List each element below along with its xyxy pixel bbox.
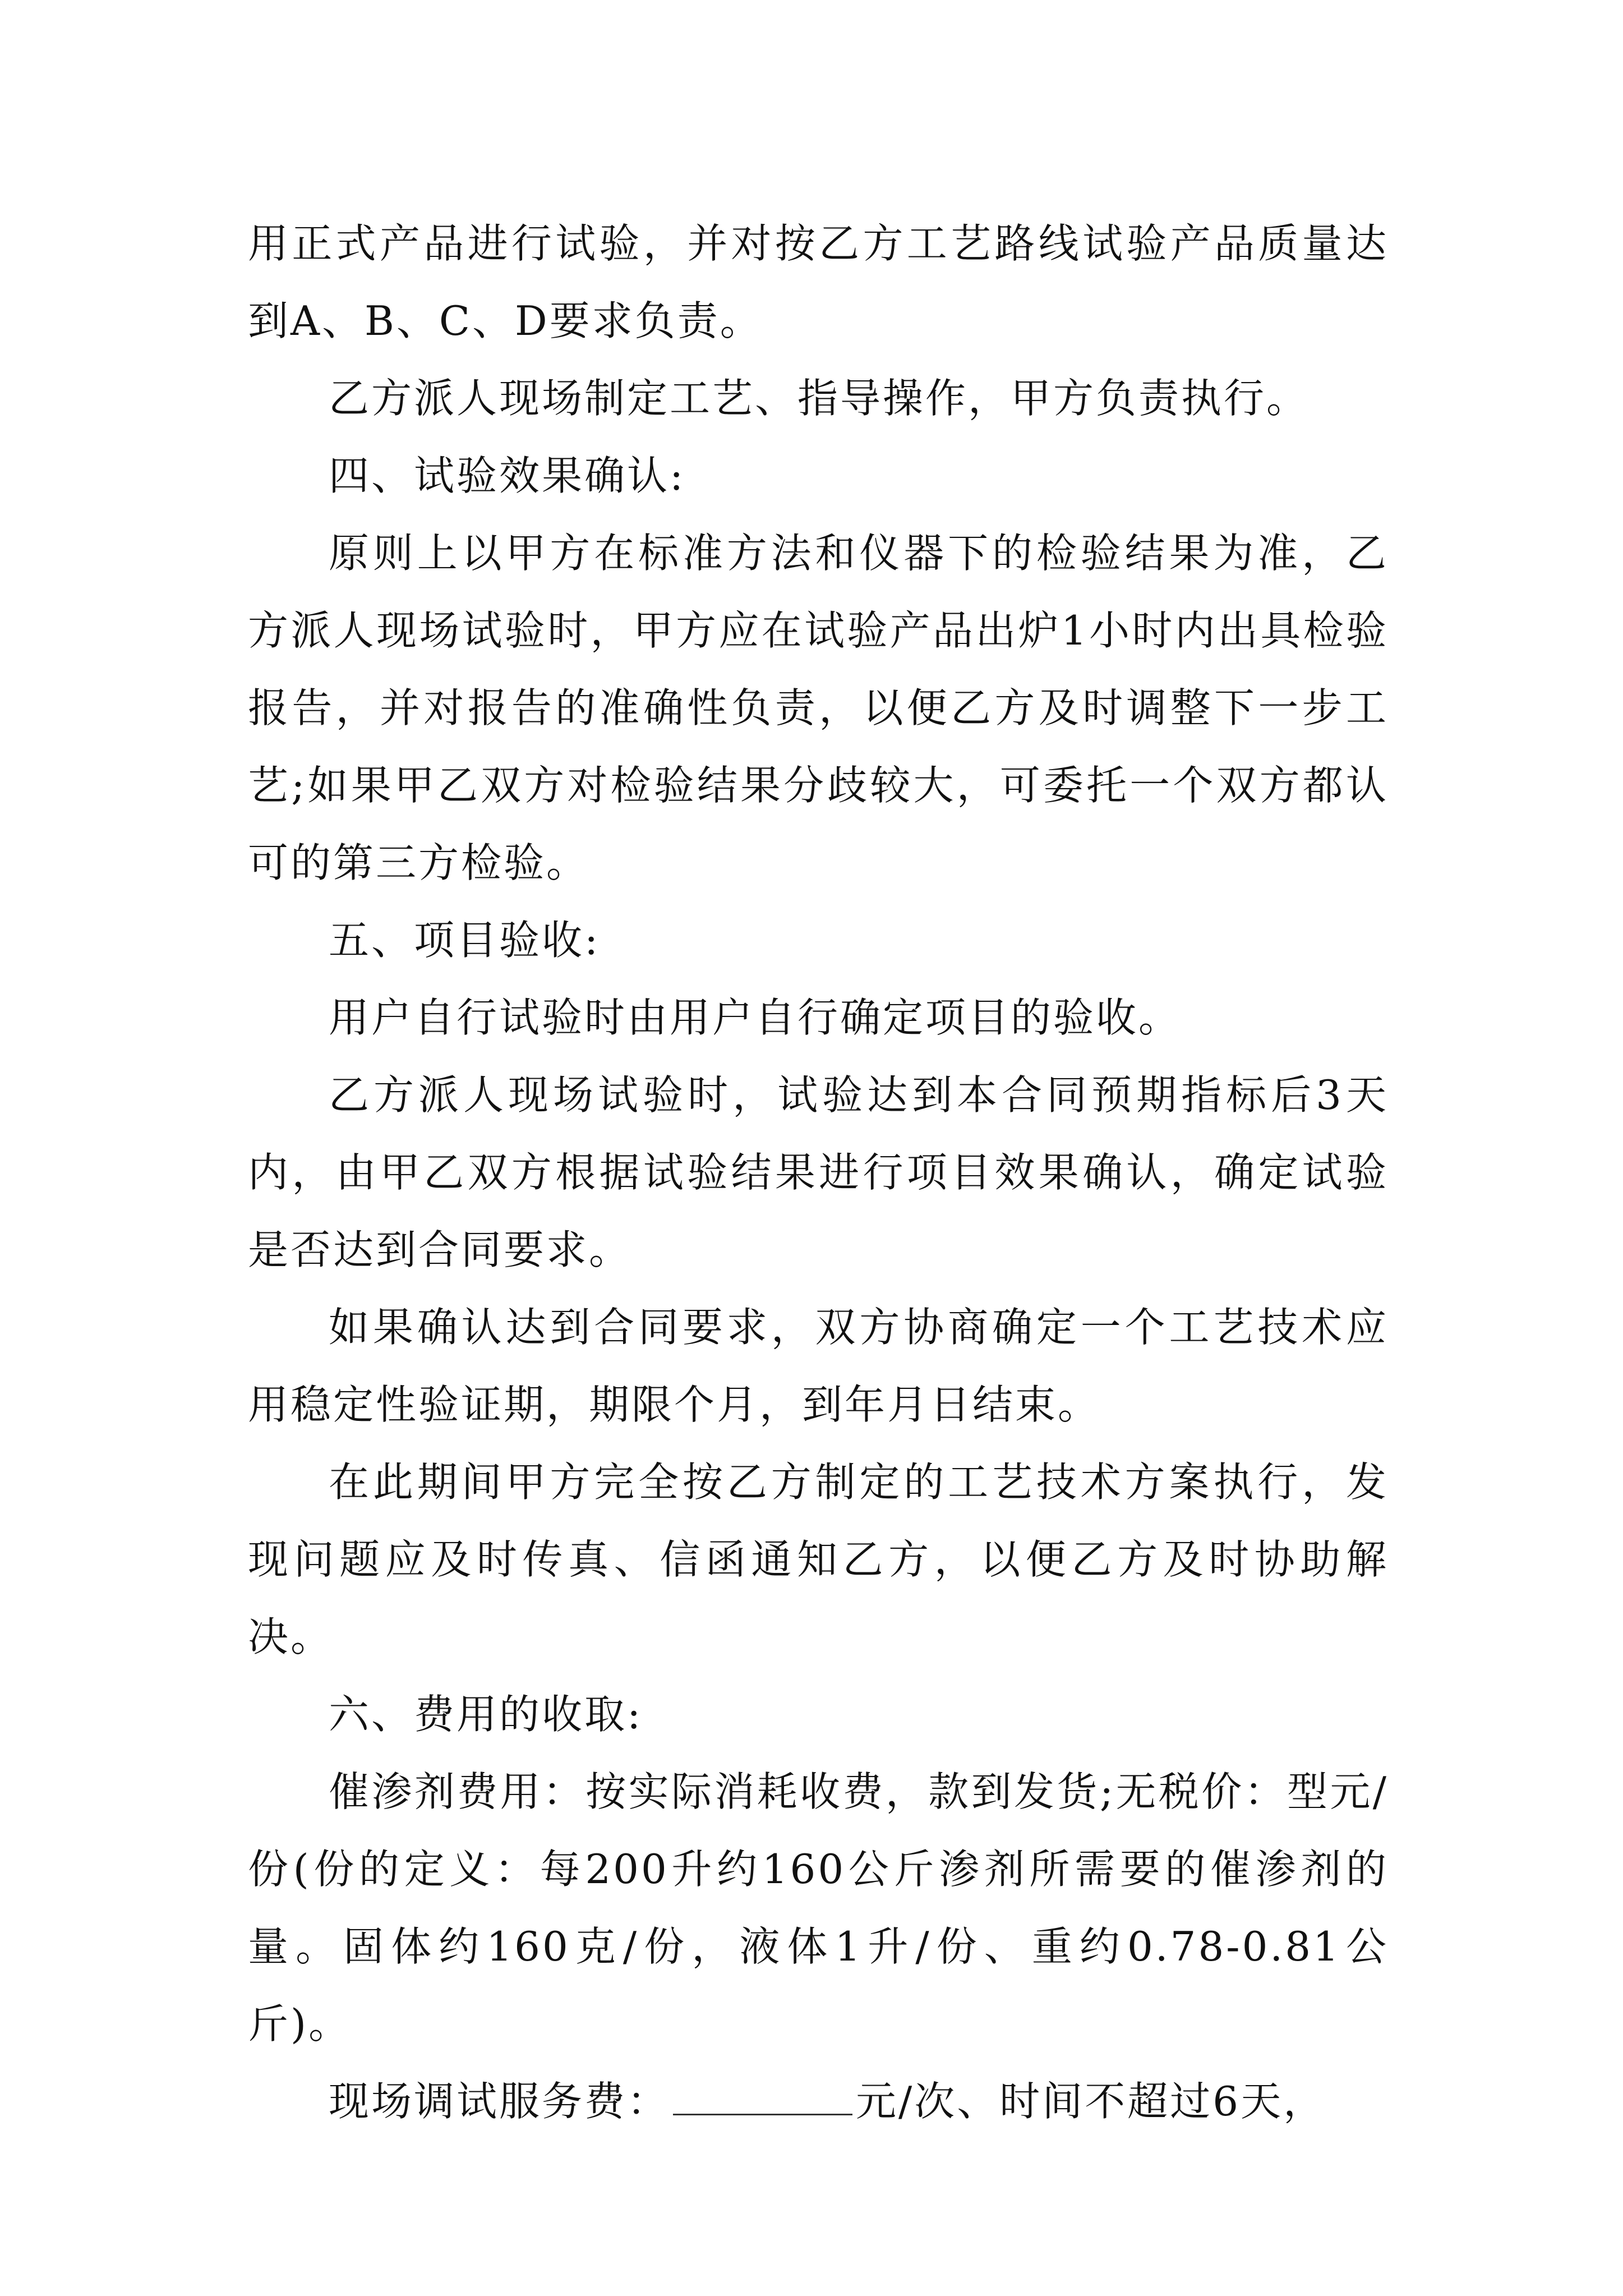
paragraph-8: 如果确认达到合同要求，双方协商确定一个工艺技术应用稳定性验证期，期限个月，到年月日结束。	[248, 1304, 1389, 1428]
section-heading-4: 四、试验效果确认:	[329, 452, 686, 499]
paragraph-9: 在此期间甲方完全按乙方制定的工艺技术方案执行，发现问题应及时传真、信函通知乙方，以便乙方及时协助解决。	[248, 1458, 1389, 1660]
fill-in-blank[interactable]	[673, 2080, 852, 2115]
paragraph-4: 原则上以甲方在标准方法和仪器下的检验结果为准，乙方派人现场试验时，甲方应在试验产品出炉1小时内出具检验报告，并对报告的准确性负责，以便乙方及时调整下一步工艺;如果甲乙双方对检验结果分歧较大，可委托一个双方都认可的第三方检验。	[248, 530, 1389, 886]
section-heading-5: 五、项目验收:	[329, 917, 601, 964]
paragraph-7: 乙方派人现场试验时，试验达到本合同预期指标后3天内，由甲乙双方根据试验结果进行项目效果确认，确定试验是否达到合同要求。	[248, 1071, 1389, 1273]
paragraph-1: 用正式产品进行试验，并对按乙方工艺路线试验产品质量达到A、B、C、D要求负责。	[248, 220, 1389, 344]
service-fee-terms: 元/次、时间不超过6天，	[856, 2078, 1326, 2125]
paragraph-6: 用户自行试验时由用户自行确定项目的验收。	[329, 994, 1182, 1041]
service-fee-label: 现场调试服务费：	[329, 2078, 670, 2125]
document-page	[248, 205, 1389, 2140]
paragraph-11: 催渗剂费用：按实际消耗收费，款到发货;无税价：型元/份(份的定义：每200升约160公斤渗剂所需要的催渗剂的量。固体约160克/份，液体1升/份、重约0.78-0.81公斤)。	[248, 1768, 1389, 2047]
paragraph-2: 乙方派人现场制定工艺、指导操作，甲方负责执行。	[329, 375, 1310, 422]
service-fee-line	[248, 2063, 1389, 2140]
section-heading-6: 六、费用的收取:	[329, 1691, 643, 1738]
